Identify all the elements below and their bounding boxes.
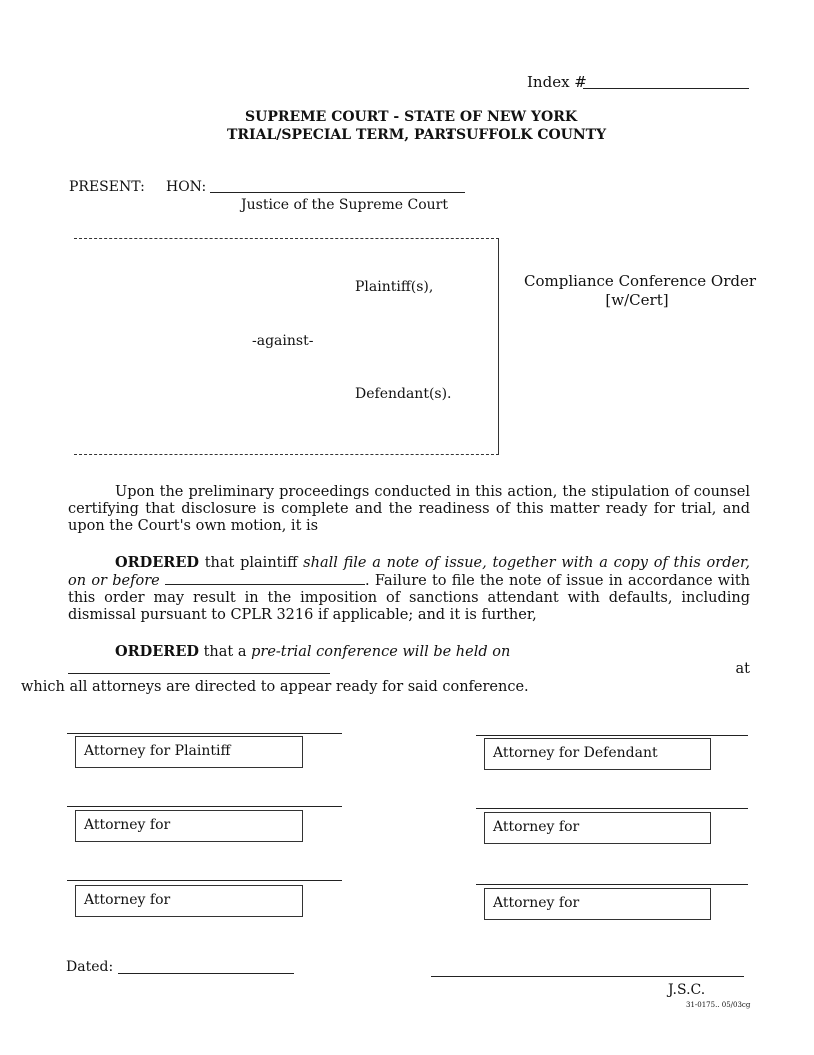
- court-heading: SUPREME COURT - STATE OF NEW YORK: [245, 109, 577, 125]
- signature-line[interactable]: [476, 735, 748, 736]
- preliminary-paragraph: Upon the preliminary proceedings conducted in this action, the stipulation of counsel certifying that disclosure is complete and the readiness of this matter ready for trial, and upon the Court's own motion, it is: [68, 484, 750, 534]
- attorney-for-defendant-box: Attorney for Defendant: [484, 738, 711, 770]
- caption-top-border: [74, 238, 499, 239]
- attorney-for-box: Attorney for: [484, 812, 711, 844]
- ordered-text-continued: . Failure to file the note of issue in accordance with this order may result in the imposition of sanctions attendant with defaults, including dismissal pursuant to CPLR 3216 if applicable; and it is further,: [68, 573, 750, 623]
- document-title: Compliance Conference Order: [524, 272, 757, 290]
- against-label: -against-: [252, 333, 314, 349]
- ordered-label: ORDERED: [115, 554, 199, 571]
- ordered-note-of-issue-paragraph: [68, 554, 750, 624]
- plaintiff-label: Plaintiff(s),: [355, 279, 434, 295]
- county-heading: : SUFFOLK COUNTY: [446, 127, 607, 143]
- caption-bottom-border: [74, 454, 499, 455]
- form-code: 31-0175.. 05/03cg: [686, 1001, 751, 1009]
- ordered-text: that plaintiff: [204, 555, 298, 571]
- ordered-text-2: that a: [203, 644, 247, 660]
- index-number-field[interactable]: [583, 88, 749, 89]
- justice-caption: Justice of the Supreme Court: [241, 197, 448, 213]
- ordered-label-2: ORDERED: [115, 643, 199, 660]
- term-heading: TRIAL/SPECIAL TERM, PART: [227, 127, 457, 143]
- ordered-conference-paragraph: [21, 643, 750, 696]
- signature-line[interactable]: [67, 806, 342, 807]
- attorney-for-box: Attorney for: [75, 885, 303, 917]
- attorney-for-box: Attorney for: [75, 810, 303, 842]
- judge-signature-line[interactable]: [431, 976, 744, 977]
- ordered-italic-text-2: pre-trial conference will be held on: [251, 644, 511, 660]
- ordered-italic-text: shall file a note of issue, together with a copy of this order, on or before: [68, 555, 751, 589]
- caption-right-border: [498, 239, 499, 454]
- signature-line[interactable]: [476, 808, 748, 809]
- dated-label: Dated:: [66, 959, 114, 975]
- present-label: PRESENT:: [69, 179, 145, 195]
- dated-field[interactable]: [118, 973, 294, 974]
- conference-date-field[interactable]: [68, 661, 330, 674]
- hon-label: HON:: [166, 179, 207, 195]
- ordered-at-text: at: [735, 661, 750, 677]
- index-label: Index #: [527, 73, 587, 91]
- signature-line[interactable]: [67, 880, 342, 881]
- document-subtitle: [w/Cert]: [605, 291, 669, 309]
- defendant-label: Defendant(s).: [355, 386, 452, 402]
- attorney-for-box: Attorney for: [484, 888, 711, 920]
- attorney-for-plaintiff-box: Attorney for Plaintiff: [75, 736, 303, 768]
- signature-line[interactable]: [67, 733, 342, 734]
- ordered-text-2-end: which all attorneys are directed to appear ready for said conference.: [21, 679, 529, 695]
- jsc-label: J.S.C.: [668, 982, 706, 998]
- justice-name-field[interactable]: [210, 192, 465, 193]
- note-of-issue-date-field[interactable]: [165, 572, 365, 585]
- signature-line[interactable]: [476, 884, 748, 885]
